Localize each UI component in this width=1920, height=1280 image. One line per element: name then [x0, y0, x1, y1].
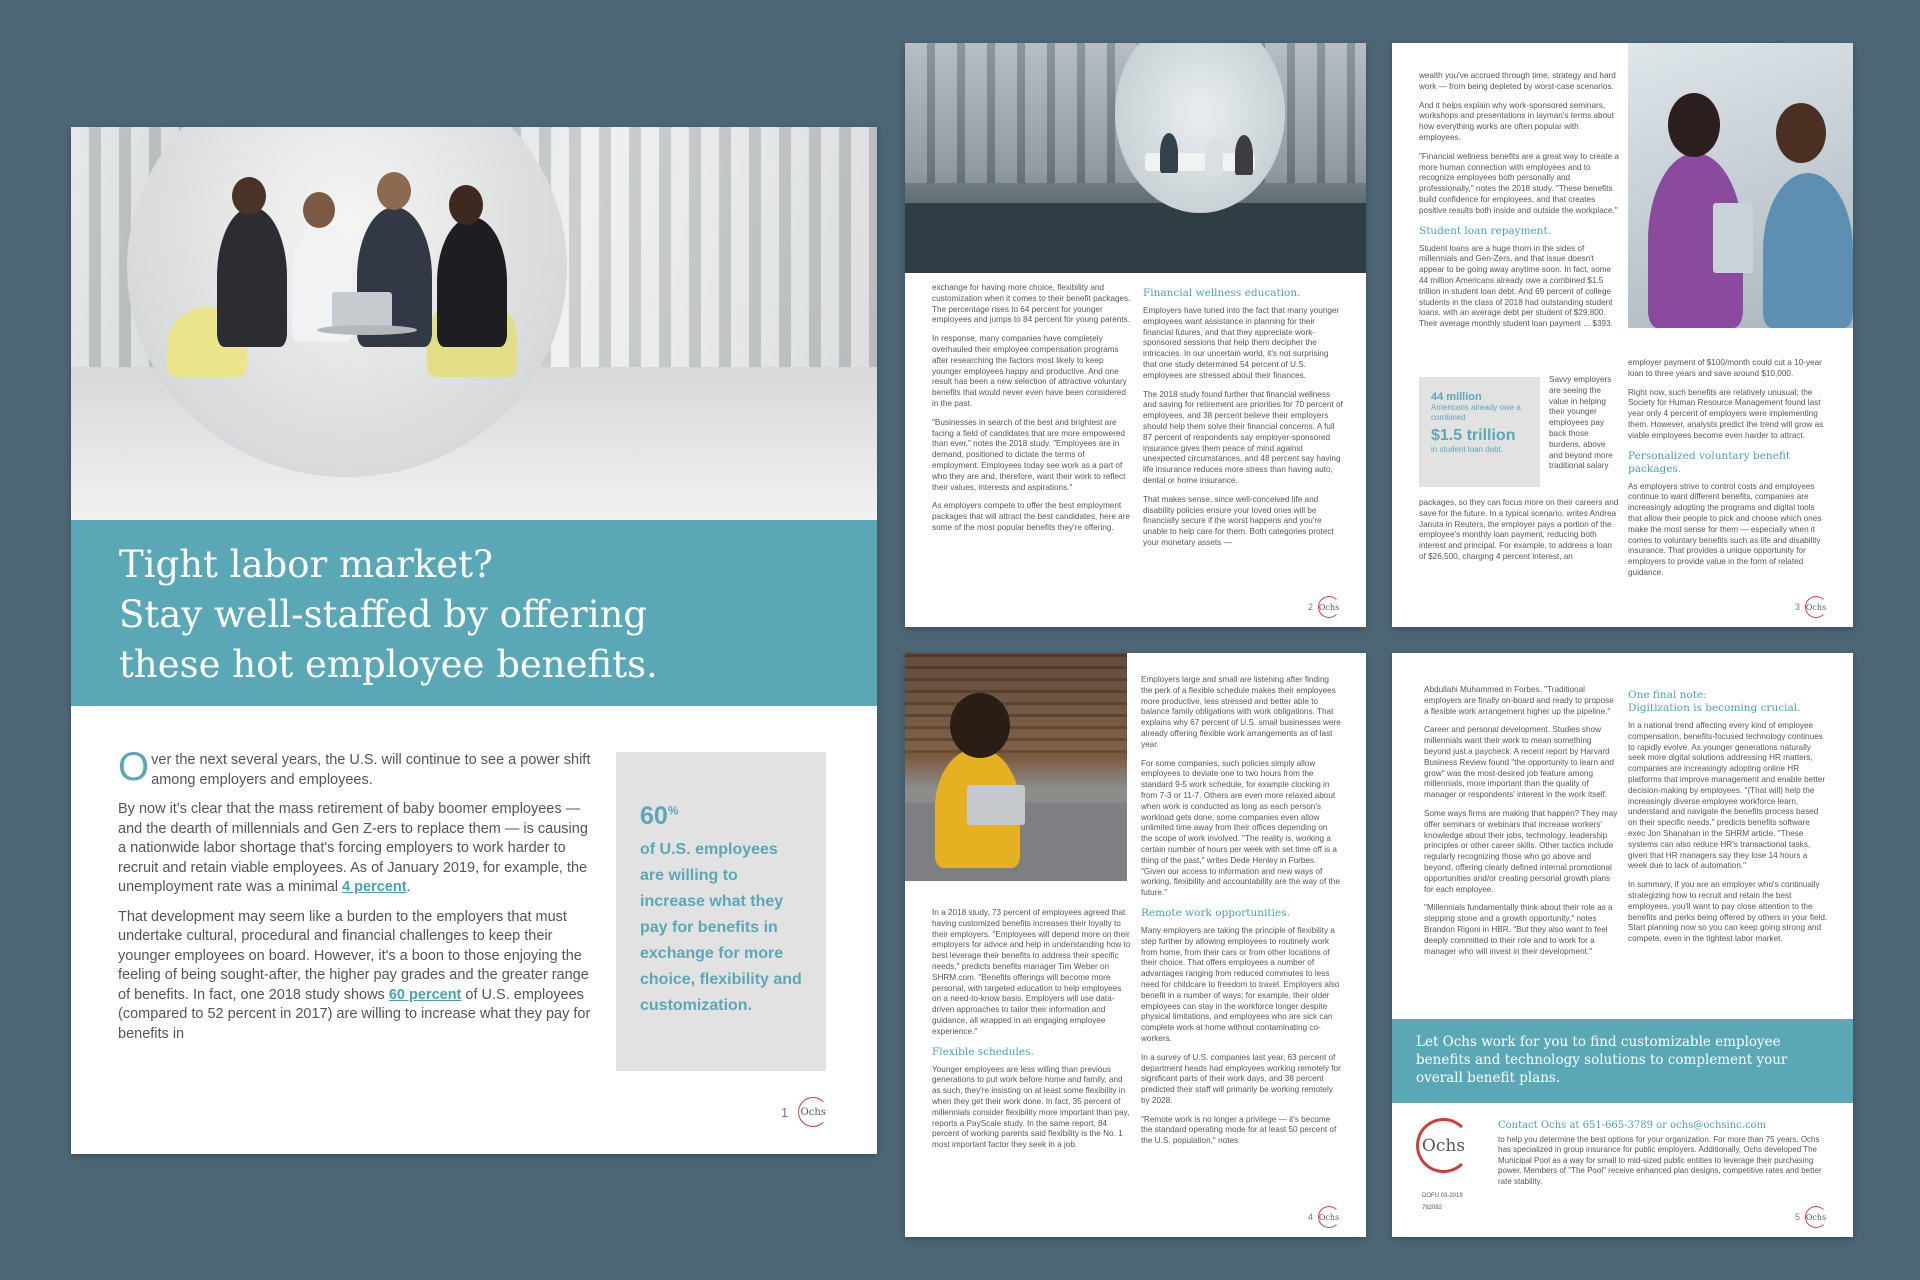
- link-4-percent[interactable]: 4 percent: [342, 879, 407, 895]
- p4-para: In a 2018 study, 73 percent of employees agreed that having customized benefits increases their loyalty to their employers. "Employees will depend more on their employers for advice and help in understanding how to best leverage their benefits to address their specific needs," predicts benefits manager Tim Weber on SHRM.com. "Benefits offerings will become more personal, with targeted education to help employees on a need-to-know basis. Employers will use data-driven approaches to tailor their information and guidance, all wrapped in an engaging employee experience.": [932, 908, 1131, 1036]
- p3-para: As employers strive to control costs and employees continue to want different benefits, companies are increasingly adopting the programs and digital tools that allow their people to pick and choose which ones make the most sense for them — especially when it comes to voluntary benefits such as life and disability insurance. That provides a unique opportunity for employers to provide value in the form of related guidance.: [1628, 481, 1822, 577]
- section-heading: Remote work opportunities.: [1141, 906, 1290, 919]
- page-number-text: 1: [781, 1104, 789, 1120]
- p5-para: "Millennials fundamentally think about their role as a stepping stone and a growth opportunity," notes Brandon Rigoni in HBR. "But they also want to feel deeply committed to their role and to work for a manager who will invest in their development.": [1424, 903, 1613, 956]
- p5-para: Career and personal development. Studies show millennials want their work to mean something beyond just a paycheck. A recent report by Harvard Business Review found "the opportunity to learn and grow" was the most-desired job feature among millennials, more important than the quality of manager or respondents' interest in the work itself.: [1424, 725, 1614, 800]
- p5-para: In a national trend affecting every kind of employee compensation, benefits-focused technology continues to rapidly evolve. As younger generations naturally seek more digital solutions addressing HR matters, companies are increasingly adopting online HR platforms that improve management and enable better decision-making by employees. "(That will) help the increasingly diverse employee workforce learn, understand and navigate the benefits process based on their specific needs," predicts benefits software exec Jon Shanahan in the SHRM article. "These systems can also reduce HR's transactional tasks, given that HR managers say they lose 14 hours a week due to lack of automation.": [1628, 721, 1826, 871]
- page-title-line-3: these hot employee benefits.: [119, 643, 658, 686]
- section-heading: Personalized voluntary benefit packages.: [1628, 449, 1791, 475]
- p2-para: In response, many companies have completely overhauled their employee compensation programs after researching the factors most likely to keep younger employees happy and productive. And one result has been a new selection of attractive voluntary benefits that would never even have been considered in the past.: [932, 334, 1127, 408]
- p2-para: As employers compete to offer the best employment packages that will attract the best candidates, here are some of the most popular benefits they're offering.: [932, 501, 1130, 532]
- p2-para: The 2018 study found further that financial wellness and saving for retirement are priorities for 70 percent of employees, and 38 percent believe their employers should help them solve their financial concerns. A full 87 percent of respondents say employer-sponsored insurance gives them peace of mind against unexpected circumstances, and 48 percent say having life insurance reduces more stress than having auto, dental or home insurance.: [1143, 389, 1343, 485]
- page-1: [71, 127, 877, 1154]
- cta-banner: [1392, 1019, 1853, 1103]
- stat-text: of U.S. employees are willing to increase what they pay for benefits in exchange for more choice, flexibility and customization.: [640, 841, 802, 1014]
- page-number-text: 4: [1308, 1212, 1314, 1222]
- p3-para: packages, so they can focus more on their careers and save for the future. In a typical scenario, writes Andrea Januta in Reuters, the employer pays a portion of the employee's monthly loan payment, reducing both interest and principal. For example, to address a loan of $26,500, charging 4 percent interest, an: [1419, 498, 1619, 561]
- contact-body: to help you determine the best options for your organization. For more than 75 years, Ochs has specialized in group insurance for public employers. Additionally, Ochs developed The Municipal Pool as a way for small to mid-sized public entities to leverage their purchasing power. Members of "The Pool" receive enhanced plan designs, competitive rates and better rate stability.: [1498, 1134, 1822, 1186]
- ochs-logo: Ochs: [1805, 596, 1827, 618]
- page4-col2: [1141, 675, 1341, 1155]
- stat-number: 60%: [640, 802, 679, 830]
- doc-code-text: DOFU 03-2019: [1422, 1193, 1463, 1199]
- remote-worker-photo: [905, 653, 1127, 881]
- section-heading: One final note:: [1628, 689, 1707, 701]
- p5-para: In summary, if you are an employer who's continually strategizing how to recruit and retain the best employees, you'll want to pay close attention to the benefits and perks being offered by others in your field. Start planning now so you can keep going strong and compete, even in the tightest labor market.: [1628, 880, 1828, 944]
- section-heading: Student loan repayment.: [1419, 224, 1552, 237]
- ochs-logo: Ochs: [1805, 1206, 1827, 1228]
- stat-text: Americans already owe a combined: [1431, 403, 1521, 422]
- page-number-text: 5: [1795, 1212, 1801, 1222]
- intro-text: ver the next several years, the U.S. will continue to see a power shift among employers and employees.: [151, 752, 591, 788]
- logo-text: Ochs: [1421, 1135, 1466, 1156]
- contact-block: [1498, 1121, 1828, 1187]
- section-heading: Digitization is becoming crucial.: [1628, 702, 1801, 714]
- p4-para: In a survey of U.S. companies last year, 63 percent of department heads had employees working remotely for significant parts of their work days, and 38 percent predicted their staff will primarily be working remotely by 2028.: [1141, 1052, 1341, 1105]
- page5-col2: [1628, 685, 1828, 953]
- p4-para: Younger employees are less willing than previous generations to put work before home and family, and as such, they're insisting on at least some flexibility in when they get their work done. In fact, 35 percent of millennials consider flexibility more important than pay, reports a PayScale study. In the same report, 84 percent of working parents said flexibility is the No. 1 most important factor they seek in a job.: [932, 1064, 1130, 1150]
- stat-number: $1.5 trillion: [1431, 427, 1516, 444]
- page2-col2: [1143, 283, 1343, 557]
- page3-col1-bottom: [1419, 498, 1619, 571]
- coworkers-photo: [1628, 43, 1853, 328]
- section-heading: Flexible schedules.: [932, 1045, 1034, 1058]
- p3-para: employer payment of $100/month could cut a 10-year loan to three years and save around $10,000.: [1628, 358, 1822, 378]
- page4-col1: [932, 908, 1132, 1159]
- page-5: [1392, 653, 1853, 1237]
- page-number: [1795, 1206, 1827, 1228]
- body-text: [118, 745, 593, 1044]
- p2-para: That makes sense, since well-conceived life and disability policies ensure your loved ones will be financially secure if the worst happens and you're unable to help care for them. Both categories protect your monetary assets —: [1143, 494, 1334, 547]
- para2-text: By now it's clear that the mass retirement of baby boomer employees — and the dearth of millennials and Gen Z-ers to replace them — is causing a nationwide labor shortage that's forcing employers to work harder to recruit and retain viable employees. As of January 2019, for example, the unemployment rate was a minimal: [118, 801, 588, 895]
- page-number: [1795, 596, 1827, 618]
- section-heading: Financial wellness education.: [1143, 287, 1301, 299]
- p2-para: "Businesses in search of the best and brightest are facing a field of candidates that are more empowered than ever," notes the 2018 study. "Employees are in demand, positioned to dictate the terms of employment. Employees today see work as a part of who they are and, therefore, want their work to reflect their values, interests and aspirations.": [932, 417, 1126, 492]
- meeting-photo: [71, 127, 877, 520]
- p3-para: wealth you've accrued through time, strategy and hard work — from being depleted by worst-case scenarios.: [1419, 71, 1616, 91]
- page-number: [781, 1097, 828, 1127]
- link-60-percent[interactable]: 60 percent: [388, 986, 462, 1003]
- page-3: [1392, 43, 1853, 627]
- p3-para: And it helps explain why work-sponsored seminars, workshops and presentations in layman's terms about how everything works are often popular with employees.: [1419, 100, 1614, 142]
- ochs-logo-large: [1416, 1118, 1471, 1173]
- cta-text: Let Ochs work for you to find customizable employee benefits and technology solutions to complement your overall benefit plans.: [1416, 1034, 1788, 1086]
- ochs-logo: Ochs: [798, 1097, 828, 1127]
- para2-end: .: [406, 879, 411, 895]
- para3-end: of U.S. employees (compared to 52 percent in 2017) are willing to increase what they pay for benefits in: [118, 986, 591, 1042]
- page-number-text: 3: [1795, 602, 1801, 612]
- drop-cap: O: [118, 745, 150, 789]
- page-title-line-2: Stay well-staffed by offering: [119, 593, 648, 636]
- circle-frame: [1115, 43, 1285, 213]
- stat-callout: [616, 752, 826, 1071]
- p3-para: Student loans are a huge thorn in the sides of millennials and Gen-Zers, and that issue doesn't appear to be going away anytime soon. In fact, some 44 million Americans already owe a combined $1.5 trillion in student loan debt. And 69 percent of college students in the class of 2018 had outstanding student loans, with an average debt per student of $29,800. Their average monthly student loan payment ... $393.: [1419, 243, 1613, 329]
- p4-para: Many employers are taking the principle of flexibility a step further by allowing employees to routinely work from home, from their cars or from other locations of their choice. That offers employees a number of advantages ranging from reduced commutes to less need for childcare to freedom to travel. Employers also benefit in a number of ways; for example, their older employees can stay in the workforce longer despite physical limitations, and employees who are sick can complete work at home without contaminating co-workers.: [1141, 925, 1340, 1043]
- p5-para: Abdullahi Muhammed in Forbes. "Traditional employers are finally on-board and ready to propose a flexible work arrangement higher up the pipeline.": [1424, 685, 1614, 716]
- p4-para: Employers large and small are listening after finding the perk of a flexible schedule makes their employees more productive, less stressed and better able to balance family obligations with work obligations. That explains why 67 percent of U.S. small businesses were already offering flexible work arrangements as of last year.: [1141, 675, 1341, 749]
- p2-para: Employers have tuned into the fact that many younger employees want assistance in planning for their financial futures, and that they appreciate work-sponsored sessions that help them decipher the intricacies. In our uncertain world, it's not surprising that one study determined 54 percent of U.S. employees are stressed about their finances.: [1143, 306, 1340, 380]
- page-number: [1308, 1206, 1340, 1228]
- page-number-text: 2: [1308, 602, 1314, 612]
- p3-para: Right now, such benefits are relatively unusual; the Society for Human Resource Management found last year only 4 percent of employers were implementing them. However, analysts predict the trend will grow as viable employees become even harder to attract.: [1628, 387, 1824, 440]
- page5-col1: [1424, 685, 1619, 965]
- page-4: [905, 653, 1366, 1237]
- p3-para: "Financial wellness benefits are a great way to create a more human connection with employees and to recognize employees both personally and professionally," notes the 2018 study. "These benefits build confidence for employees, and that creates positive results both inside and outside the workplace.": [1419, 151, 1619, 215]
- page3-col1: [1419, 71, 1619, 338]
- ochs-logo: Ochs: [1318, 1206, 1340, 1228]
- page-2: [905, 43, 1366, 627]
- p2-para: exchange for having more choice, flexibility and customization when it comes to their benefit packages. The percentage rises to 64 percent for younger employees and jumps to 84 percent for young parents.: [932, 283, 1131, 325]
- p5-para: Some ways firms are making that happen? They may offer seminars or webinars that increase workers' knowledge about their jobs, technology, leadership principles or other career skills. Other tactics include regularly recognizing those who go above and beyond, offering clearly defined internal promotional opportunities and/or creating personal growth plans for each employee.: [1424, 808, 1618, 894]
- doc-code: [1422, 1190, 1463, 1214]
- stat-text: 44 million: [1431, 391, 1482, 403]
- page3-side: [1549, 375, 1619, 480]
- p3-para: Savvy employers are seeing the value in helping their younger employees pay back those burdens, above and beyond more traditional salary: [1549, 375, 1613, 471]
- contact-heading[interactable]: Contact Ochs at 651-665-3789 or ochs@ochsinc.com: [1498, 1120, 1767, 1131]
- page-title-line-1: Tight labor market?: [119, 543, 493, 586]
- p4-para: For some companies, such policies simply allow employees to deviate one to two hours from the standard 9-5 work schedule, for example clocking in from 7-3 or 11-7. Others are even more relaxed about when work is conducted as long as each person's workload gets done; some companies even allow unlimited time away from their offices depending on the scope of work involved. "The reality is, working a certain number of hours per week with set time off is a thing of the past," writes Dede Henley in Forbes. "Given our access to information and new ways of working, flexibility and accountability are the way of the future.": [1141, 758, 1340, 898]
- office-photo: [905, 43, 1366, 273]
- stat-text: in student loan debt.: [1431, 445, 1504, 454]
- loan-stat-box: [1419, 377, 1540, 487]
- page-number: [1308, 596, 1340, 618]
- title-banner: [71, 520, 877, 706]
- page2-col1: [932, 283, 1132, 542]
- page3-col2: [1628, 358, 1828, 587]
- doc-code-text: 782082: [1422, 1205, 1443, 1211]
- ochs-logo: Ochs: [1318, 596, 1340, 618]
- para3-text: That development may seem like a burden to the employers that must undertake cultural, procedural and financial challenges to keep their younger employees on board. However, it's a boon to those enjoying the feeling of being sought-after, the higher pay grades and the greater range of benefits. In fact, one 2018 study shows: [118, 908, 589, 1003]
- p4-para: "Remote work is no longer a privilege — it's become the standard operating mode for at least 50 percent of the U.S. population," notes: [1141, 1114, 1337, 1146]
